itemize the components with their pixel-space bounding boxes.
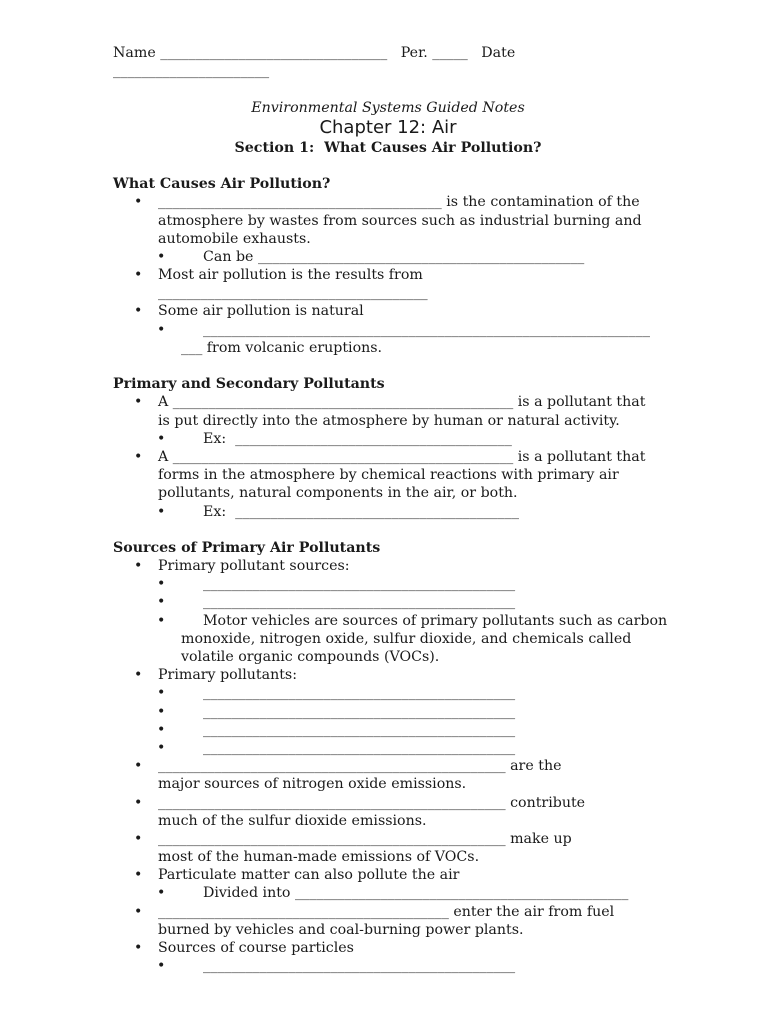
bullet-icon: • [157,594,166,611]
notes-line: • Can be ______________________________________________ [157,248,585,265]
notes-line: • Primary pollutants: [134,667,297,684]
bullet-icon: • [157,739,166,756]
notes-line: • _________________________________________ enter the air from fuel [134,903,615,920]
notes-line: • _________________________________________________ are the [134,758,562,775]
bullet-icon: • [157,576,166,593]
notes-line: ______________________________________ [158,285,428,302]
notes-line: major sources of nitrogen oxide emissions. [158,776,467,793]
notes-line: much of the sulfur dioxide emissions. [158,812,427,829]
notes-line: • _______________________________________________________________ [157,321,650,338]
notes-line: • A ________________________________________________ is a pollutant that [134,448,646,465]
bullet-icon: • [134,667,143,684]
notes-line: • ____________________________________________ [157,958,516,975]
bullet-icon: • [157,703,166,720]
notes-line: • ____________________________________________ [157,739,516,756]
bullet-icon: • [134,794,143,811]
bullet-icon: • [157,885,166,902]
notes-line: • ____________________________________________ [157,594,516,611]
bullet-icon: • [157,321,166,338]
bullet-icon: • [134,758,143,775]
notes-line: pollutants, natural components in the air, or both. [158,485,518,502]
notes-line: ___ from volcanic eruptions. [181,339,383,356]
bullet-icon: • [157,685,166,702]
notes-line: • ____________________________________________ [157,576,516,593]
notes-line: • Motor vehicles are sources of primary pollutants such as carbon [157,612,668,629]
notes-line: • Sources of course particles [134,940,354,956]
notes-line: forms in the atmosphere by chemical reactions with primary air [158,467,619,484]
heading-sources: Sources of Primary Air Pollutants [113,539,381,556]
notes-line: • Most air pollution is the results from [134,267,423,284]
name-per-date-line: Name ________________________________ Per. _____ Date [113,45,516,61]
heading-primary-secondary: Primary and Secondary Pollutants [113,376,385,393]
notes-line: • Divided into _______________________________________________ [157,885,629,902]
notes-line: • Primary pollutant sources: [134,558,350,575]
bullet-icon: • [157,430,166,447]
bullet-icon: • [134,558,143,575]
chapter-title: Chapter 12: Air [319,116,457,138]
notes-line: • _________________________________________________ contribute [134,794,586,811]
notes-line: burned by vehicles and coal-burning power plants. [158,921,524,938]
notes-line: volatile organic compounds (VOCs). [181,649,440,665]
bullet-icon: • [134,448,143,465]
notes-line: • ____________________________________________ [157,721,516,738]
notes-line: automobile exhausts. [158,230,311,247]
notes-line: • ________________________________________ is the contamination of the [134,194,640,211]
bullet-icon: • [157,721,166,738]
bullet-icon: • [134,194,143,211]
notes-line: • A ________________________________________________ is a pollutant that [134,394,646,411]
bullet-icon: • [134,267,143,284]
heading-what-causes: What Causes Air Pollution? [113,176,331,193]
notes-line: is put directly into the atmosphere by human or natural activity. [158,412,620,429]
notes-line: monoxide, nitrogen oxide, sulfur dioxide, and chemicals called [181,630,632,647]
notes-line: atmosphere by wastes from sources such as industrial burning and [158,212,642,229]
bullet-icon: • [157,248,166,265]
notes-line: • Some air pollution is natural [134,303,364,320]
bullet-icon: • [157,503,166,520]
bullet-icon: • [157,958,166,975]
notes-line: • _________________________________________________ make up [134,830,572,847]
date-blank-line: ______________________ [113,63,270,80]
notes-line: • Ex: _______________________________________ [157,430,512,447]
notes-line: • ____________________________________________ [157,703,516,720]
bullet-icon: • [157,612,166,629]
bullet-icon: • [134,303,143,320]
bullet-icon: • [134,940,143,956]
section-title: Section 1: What Causes Air Pollution? [234,139,542,156]
worksheet-page [113,44,668,975]
notes-line: • Ex: ________________________________________ [157,503,519,520]
bullet-icon: • [134,903,143,920]
notes-line: • ____________________________________________ [157,685,516,702]
notes-line: • Particulate matter can also pollute the air [134,867,460,884]
notes-line: most of the human-made emissions of VOCs. [158,849,480,866]
guided-notes-subtitle: Environmental Systems Guided Notes [251,99,525,116]
bullet-icon: • [134,830,143,847]
bullet-icon: • [134,394,143,411]
bullet-icon: • [134,867,143,884]
